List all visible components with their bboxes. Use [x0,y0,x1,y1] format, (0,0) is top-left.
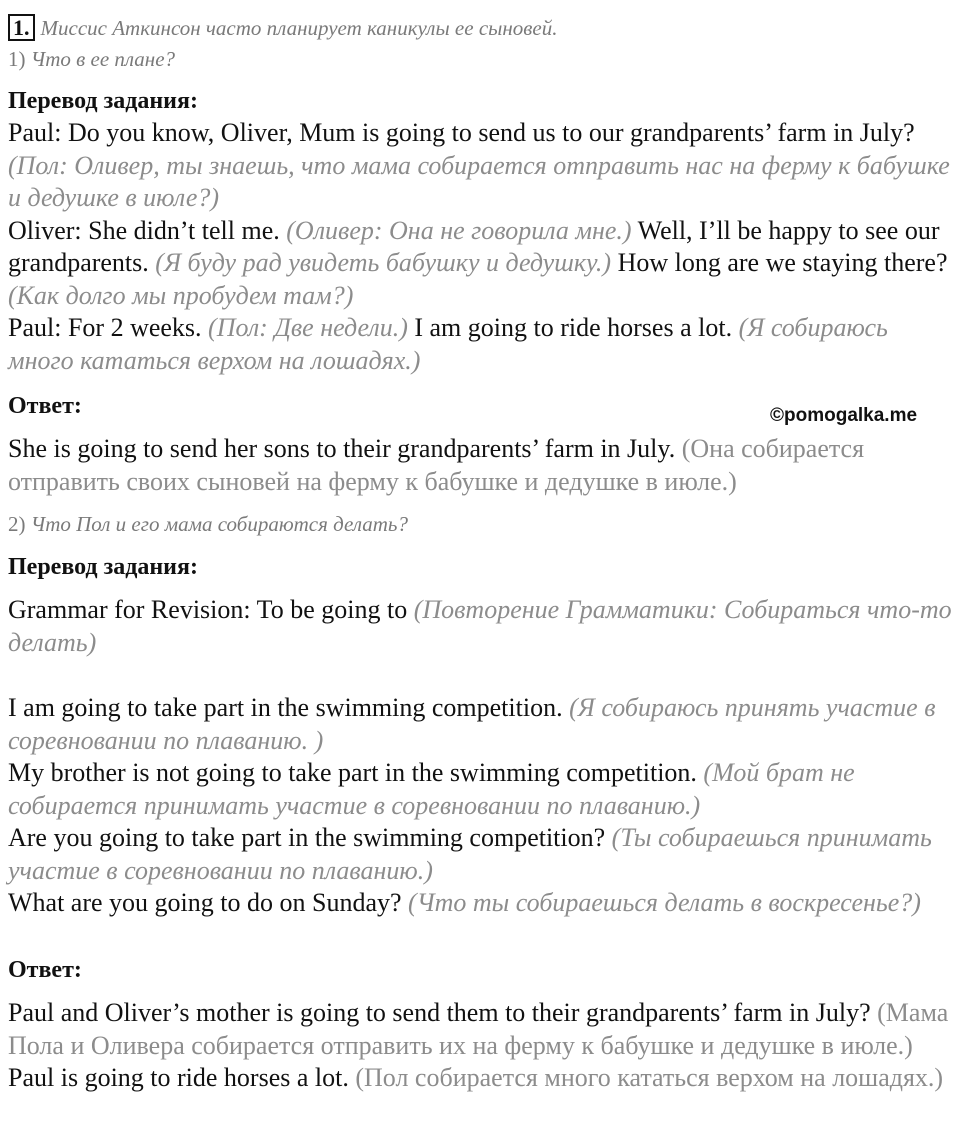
q1-answer-ru: (Она собирается отправить своих сыновей на ферму к бабушке и дедушке в июле.) [8,434,865,496]
q2-answer-en-2: Paul is going to ride horses a lot. [8,1063,349,1092]
example-ru-1: (Я собираюсь принять участие в соревновании по плаванию. ) [8,693,936,755]
q1-answer-en: She is going to send her sons to their grandparents’ farm in July. [8,434,676,463]
dialogue-ru-3: (Я буду рад увидеть бабушку и дедушку.) [155,248,612,277]
question-1 [8,46,953,72]
example-en-2: My brother is not going to take part in the swimming competition. [8,758,697,787]
grammar-ru: (Повторение Грамматики: Собираться что-то делать) [8,595,952,657]
example-en-1: I am going to take part in the swimming competition. [8,693,563,722]
q2-examples [8,692,953,920]
dialogue-ru-6: (Я собираюсь много кататься верхом на лошадях.) [8,313,888,375]
q1-answer-heading: Ответ: [8,393,82,419]
q2-answer [8,997,953,1095]
question-1-label: 1) [8,47,26,71]
dialogue-en-1: Paul: Do you know, Oliver, Mum is going to send us to our grandparents’ farm in July? [8,118,915,147]
example-en-4: What are you going to do on Sunday? [8,888,402,917]
dialogue-en-4: How long are we staying there? [617,248,948,277]
dialogue-ru-4: (Как долго мы пробудем там?) [8,280,354,310]
q2-answer-en-1: Paul and Oliver’s mother is going to send them to their grandparents’ farm in July? [8,998,871,1027]
dialogue-ru-5: (Пол: Две недели.) [208,313,408,342]
dialogue-ru-1: (Пол: Оливер, ты знаешь, что мама собирается отправить нас на ферму к бабушке и дедушке в июле?) [8,150,950,212]
q2-answer-heading: Ответ: [8,957,82,983]
dialogue-en-2: Oliver: She didn’t tell me. [8,215,280,245]
question-1-text: Что в ее плане? [30,47,176,71]
dialogue-en-5: Paul: For 2 weeks. [8,313,202,342]
question-2 [8,511,953,537]
dialogue-en-6: I am going to ride horses a lot. [414,313,733,342]
dialogue-en-3: Well, I’ll be happy to see our grandparents. [8,215,940,277]
example-ru-3: (Ты собираешься принимать участие в соревновании по плаванию.) [8,823,932,885]
q1-dialogue [8,117,953,377]
example-ru-4: (Что ты собираешься делать в воскресенье?) [408,888,921,917]
watermark: ©pomogalka.me [770,405,918,426]
task-number: 1. [8,14,35,41]
q2-answer-ru-1: (Мама Пола и Оливера собирается отправить их на ферму к бабушке и дедушке в июле.) [8,998,949,1060]
task-intro [8,14,953,41]
q2-translation-heading: Перевод задания: [8,554,198,580]
q1-answer [8,433,953,498]
example-en-3: Are you going to take part in the swimming competition? [8,823,606,852]
q2-grammar [8,594,953,659]
q2-answer-ru-2: (Пол собирается много кататься верхом на лошадях.) [355,1063,944,1092]
task-intro-text: Миссис Аткинсон часто планирует каникулы ее сыновей. [40,16,558,40]
dialogue-ru-2: (Оливер: Она не говорила мне.) [286,215,632,245]
grammar-en: Grammar for Revision: To be going to [8,595,408,624]
question-2-text: Что Пол и его мама собираются делать? [30,512,408,536]
example-ru-2: (Мой брат не собирается принимать участие в соревновании по плаванию.) [8,758,855,820]
question-2-label: 2) [8,512,26,536]
q1-translation-heading: Перевод задания: [8,88,198,114]
